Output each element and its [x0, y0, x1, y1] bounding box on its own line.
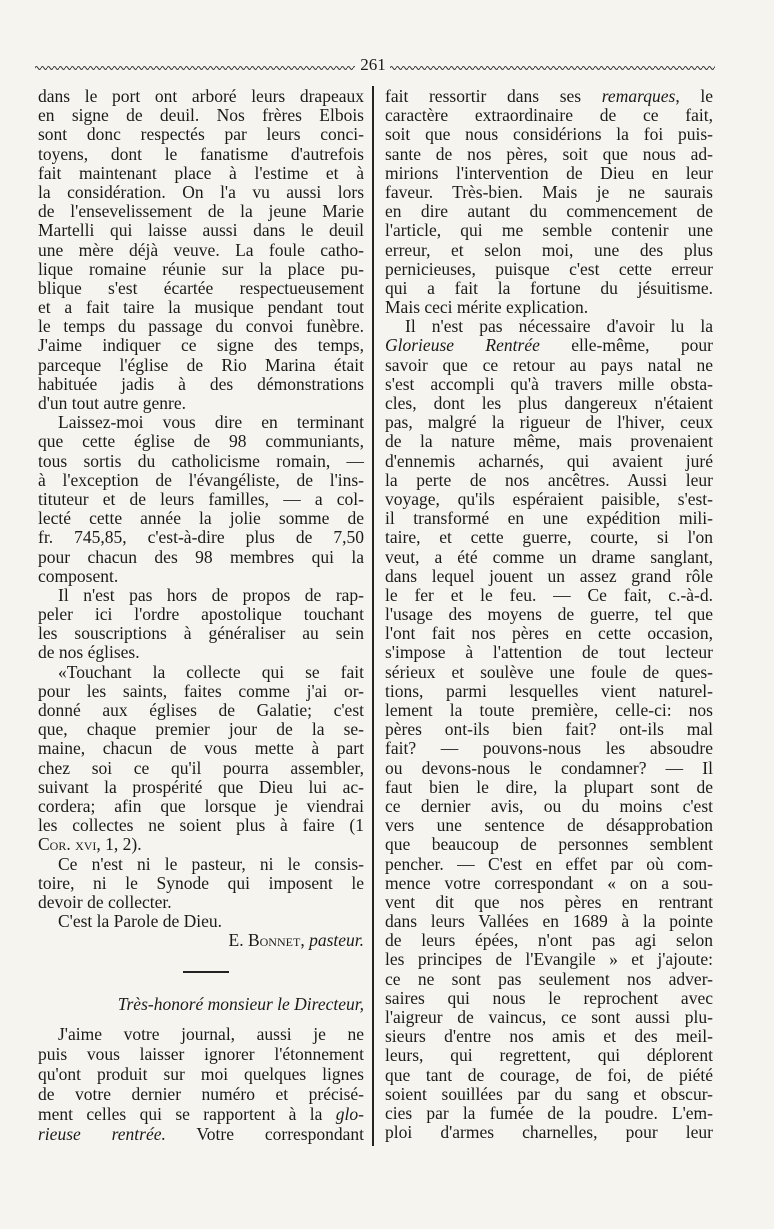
text-line: [385, 931, 713, 950]
paragraph: [38, 912, 364, 931]
text-segment: la perte de nos ancêtres. Aussi leur: [385, 469, 713, 490]
text-segment: l'aigreur de vaincus, ce sont aussi plu-: [385, 1007, 713, 1027]
text-segment: que beaucoup de personnes semblent: [385, 834, 713, 855]
italic-text: remarques: [601, 86, 676, 106]
text-segment: de la nature même, mais provenaient: [385, 431, 713, 452]
text-segment: peler ici l'ordre apostolique touchant: [38, 604, 364, 625]
text-line: [38, 528, 364, 547]
right-column: [385, 87, 713, 1142]
text-line: [385, 950, 713, 969]
text-segment: soit que nous considérions la foi puis-: [385, 124, 713, 145]
paragraph: [38, 931, 364, 950]
text-segment: que tant de courage, de foi, de piété: [385, 1064, 713, 1085]
text-segment: sante de nos pères, soit que nous ad-: [385, 143, 713, 164]
text-line: [38, 298, 364, 317]
text-segment: soient souillées par du sang et obscur-: [385, 1083, 713, 1104]
text-segment: une mère déjà veuve. La foule catho-: [38, 239, 364, 260]
text-line: [38, 336, 364, 355]
text-line: [38, 260, 364, 279]
text-segment: que, chaque premier jour de la se-: [38, 719, 364, 740]
text-segment: fait maintenant place à l'estime et à: [38, 162, 364, 183]
text-line: [38, 797, 364, 816]
text-line: [38, 720, 364, 739]
text-segment: fr. 745,85, c'est-à-dire plus de 7,50: [38, 527, 364, 548]
text-segment: qu'ont produit sur moi quelques lignes: [38, 1064, 364, 1084]
text-line: [38, 471, 364, 490]
text-segment: que cette église de 98 communiants,: [38, 431, 364, 452]
text-segment: et a fait taire la musique pendant tout: [38, 297, 364, 318]
text-segment: cles, dont les plus dangereux n'étaient: [385, 393, 713, 413]
text-segment: pernicieuses, puisque c'est cette erreur: [385, 258, 713, 279]
text-segment: en signe de deuil. Nos frères Elbois: [38, 105, 364, 126]
text-line: [385, 298, 713, 317]
text-segment: de leurs épées, n'ont pas agi selon: [385, 930, 713, 951]
text-segment: pour chacun des 98 membres qui la: [38, 546, 364, 567]
text-segment: l'usage des moyens de guerre, tel que: [385, 604, 713, 625]
text-line: [38, 893, 364, 912]
text-line: [385, 145, 713, 164]
text-segment: saires qui nous le reprochent avec: [385, 987, 713, 1008]
text-segment: pencher. — C'est en effet par où com-: [385, 853, 713, 874]
text-segment: le temps du passage du convoi funèbre.: [38, 316, 364, 337]
text-line: [385, 528, 713, 547]
text-segment: fait ressortir dans ses: [385, 86, 602, 106]
text-line: [385, 106, 713, 125]
text-segment: lecté cette année la jolie somme de: [38, 508, 364, 529]
text-line: [385, 1027, 713, 1046]
text-segment: ce ne sont pas seulement nos adver-: [385, 968, 713, 989]
paragraph: [385, 317, 713, 1142]
text-segment: Il n'est pas hors de propos de rap-: [58, 584, 364, 605]
text-line: [385, 432, 713, 451]
text-segment: les principes de l'Evangile » et j'ajoute:: [385, 949, 713, 970]
text-segment: blique s'est écartée respectueusement: [38, 277, 364, 298]
text-segment: d'ennemis acharnés, qui avaient juré: [385, 450, 713, 471]
text-line: [385, 759, 713, 778]
text-line: [38, 87, 364, 106]
text-segment: tions, parmi lesquelles vient naturel-: [385, 680, 713, 701]
text-segment: pères ont-ils bien fait? ont-ils mal: [385, 719, 713, 740]
text-segment: taire, et cette guerre, courte, si l'on: [385, 527, 713, 548]
text-segment: ce dernier avis, ou du moins c'est: [385, 795, 713, 816]
text-segment: tituteur et de leurs familles, — a col-: [38, 488, 364, 509]
text-line: [38, 663, 364, 682]
text-line: [385, 1085, 713, 1104]
text-line: [38, 202, 364, 221]
text-line: [385, 394, 713, 413]
paragraph: [38, 1024, 364, 1144]
text-line: [38, 125, 364, 144]
italic-text: glo-: [335, 1104, 364, 1124]
text-line: [385, 183, 713, 202]
text-line: [385, 912, 713, 931]
text-segment: à l'exception de l'évangéliste, de l'ins-: [38, 469, 364, 490]
text-line: [385, 720, 713, 739]
text-segment: le fer et le feu. — Ce fait, c.-à-d.: [385, 584, 713, 605]
text-segment: composent.: [38, 565, 119, 586]
text-segment: de votre dernier numéro et précisé-: [38, 1084, 364, 1104]
text-segment: faut bien le dire, la plupart sont de: [385, 776, 713, 797]
text-line: [38, 1084, 364, 1104]
text-line: [385, 336, 713, 355]
text-segment: mirions l'intervention de Dieu en leur: [385, 162, 713, 183]
italic-text: pasteur.: [309, 930, 364, 951]
header-rule-right: [390, 63, 715, 71]
text-segment: voyage, qu'ils espéraient paisible, s'est-: [385, 488, 713, 509]
text-line: [385, 1104, 713, 1123]
text-segment: , le: [675, 86, 713, 106]
text-line: [38, 183, 364, 202]
text-line: [38, 816, 364, 835]
text-line: [38, 164, 364, 183]
text-line: [385, 202, 713, 221]
text-segment: la considération. On l'a vu aussi lors: [38, 181, 364, 202]
text-segment: caractère extraordinaire de ce fait,: [385, 105, 713, 126]
section-separator: [183, 971, 229, 973]
small-caps-text: Cor. xvi: [38, 834, 97, 855]
text-segment: toire, ni le Synode qui imposent le: [38, 872, 364, 893]
text-segment: ploi d'armes charnelles, pour leur: [385, 1122, 713, 1143]
text-segment: Martelli qui laisse aussi dans le deuil: [38, 220, 364, 241]
text-segment: «Touchant la collecte qui se fait: [58, 661, 364, 682]
text-line: [38, 394, 364, 413]
text-segment: fait? — pouvons-nous les absoudre: [385, 738, 713, 759]
text-line: [38, 778, 364, 797]
text-segment: leurs, qui regrettent, qui déplorent: [385, 1045, 713, 1066]
text-line: [38, 145, 364, 164]
text-line: [38, 682, 364, 701]
text-segment: veut, a été comme un drame sanglant,: [385, 546, 713, 567]
page-number: 261: [360, 55, 386, 74]
text-segment: vent dit que nos pères en rentrant: [385, 891, 713, 912]
text-line: [385, 260, 713, 279]
text-line: [385, 835, 713, 854]
text-segment: J'aime indiquer ce signe des temps,: [38, 335, 364, 356]
paragraph: [385, 87, 713, 317]
text-segment: tous sortis du catholicisme romain, —: [38, 450, 364, 471]
text-segment: les collectes ne soient plus à faire (1: [38, 815, 364, 836]
text-line: [38, 1064, 364, 1084]
text-line: [38, 1104, 364, 1124]
text-segment: il transformé en une expédition mili-: [385, 508, 713, 529]
text-line: [38, 106, 364, 125]
text-segment: sont donc respectés par leurs conci-: [38, 124, 364, 145]
text-segment: habituée jadis à des démonstrations: [38, 373, 364, 394]
text-line: [38, 739, 364, 758]
text-line: [385, 164, 713, 183]
text-line: [38, 413, 364, 432]
text-line: [385, 778, 713, 797]
text-line: [38, 221, 364, 240]
paragraph: [38, 586, 364, 663]
text-line: [385, 816, 713, 835]
text-line: [38, 855, 364, 874]
text-segment: s'impose à l'attention de tout lecteur: [385, 642, 713, 663]
italic-text: rieuse rentrée.: [38, 1124, 166, 1144]
text-line: [38, 375, 364, 394]
text-line: [38, 548, 364, 567]
text-segment: d'un tout autre genre.: [38, 393, 186, 413]
text-segment: de l'ensevelissement de la jeune Marie: [38, 201, 364, 222]
text-segment: J'aime votre journal, aussi je ne: [58, 1024, 364, 1044]
text-line: [385, 643, 713, 662]
text-line: [385, 855, 713, 874]
text-line: [38, 317, 364, 336]
text-line: [385, 452, 713, 471]
text-line: [38, 279, 364, 298]
text-line: [385, 279, 713, 298]
text-segment: puis vous laisser ignorer l'étonnement: [38, 1044, 364, 1064]
text-segment: donné aux églises de Galatie; c'est: [38, 700, 364, 720]
text-line: [385, 125, 713, 144]
text-line: [38, 432, 364, 451]
text-line: [385, 1008, 713, 1027]
text-segment: savoir que ce retour au pays natal ne: [385, 354, 713, 375]
text-line: [385, 509, 713, 528]
paragraph: [38, 855, 364, 913]
text-line: [38, 874, 364, 893]
text-segment: elle-même, pour: [539, 335, 713, 356]
text-segment: chez soi ce qu'il pourra assembler,: [38, 757, 364, 778]
text-segment: ou devons-nous le condamner? — Il: [385, 757, 713, 778]
text-segment: toyens, dont le fanatisme d'autrefois: [38, 143, 364, 164]
text-line: [38, 241, 364, 260]
text-segment: Ce n'est ni le pasteur, ni le consis-: [58, 853, 364, 874]
text-line: [38, 643, 364, 662]
text-line: [38, 586, 364, 605]
text-line: [385, 548, 713, 567]
text-line: [385, 586, 713, 605]
text-line: [38, 931, 364, 950]
text-line: [385, 241, 713, 260]
text-line: [385, 989, 713, 1008]
text-line: [38, 490, 364, 509]
text-line: [38, 1124, 364, 1144]
text-segment: Il n'est pas nécessaire d'avoir lu la: [405, 316, 713, 337]
text-segment: dans leurs Vallées en 1689 à la pointe: [385, 911, 713, 932]
text-segment: lement la toute première, celle-ci: nos: [385, 700, 713, 720]
text-line: [385, 317, 713, 336]
text-line: [385, 605, 713, 624]
text-line: [385, 701, 713, 720]
text-segment: de nos églises.: [38, 642, 140, 663]
small-caps-text: E. Bonnet: [228, 930, 301, 951]
text-line: [385, 682, 713, 701]
text-segment: qui a fait la fortune du jésuitisme.: [385, 277, 713, 298]
text-segment: l'ont fait nos pères en cette occasion,: [385, 623, 713, 644]
text-line: [385, 413, 713, 432]
text-segment: pour les saints, faites comme j'ai or-: [38, 680, 364, 701]
italic-text: Glorieuse Rentrée: [385, 335, 540, 356]
text-line: [385, 624, 713, 643]
text-line: [385, 356, 713, 375]
text-line: [385, 663, 713, 682]
text-segment: sérieux et soulève une foule de ques-: [385, 661, 713, 682]
text-line: [385, 490, 713, 509]
text-segment: mence votre correspondant « on a sou-: [385, 872, 713, 893]
text-segment: l'article, qui me semble contenir une: [385, 220, 713, 241]
text-segment: Mais ceci mérite explication.: [385, 297, 589, 318]
text-segment: erreur, et selon moi, une des plus: [385, 239, 713, 260]
left-column: [38, 87, 364, 950]
text-line: [385, 375, 713, 394]
text-segment: suivant la prospérité que Dieu lui ac-: [38, 776, 364, 797]
text-line: [385, 567, 713, 586]
text-line: [38, 567, 364, 586]
paragraph: [38, 413, 364, 586]
text-line: [38, 759, 364, 778]
text-segment: dans le port ont arboré leurs drapeaux: [38, 86, 364, 106]
text-segment: les souscriptions à généraliser au sein: [38, 623, 364, 644]
text-line: [38, 605, 364, 624]
text-line: [38, 624, 364, 643]
text-line: [38, 835, 364, 854]
text-segment: ,: [300, 930, 310, 951]
text-line: [38, 1024, 364, 1044]
header-rule-left: [35, 63, 355, 71]
text-line: [385, 221, 713, 240]
text-line: [385, 1066, 713, 1085]
text-line: [38, 701, 364, 720]
text-line: [385, 874, 713, 893]
text-segment: cies par la fumée de la poudre. L'em-: [385, 1102, 713, 1123]
text-segment: Votre correspondant: [165, 1124, 365, 1144]
text-line: [385, 739, 713, 758]
text-segment: pas, malgré la rigueur de l'hiver, ceux: [385, 412, 713, 433]
text-line: [385, 893, 713, 912]
text-segment: lique romaine réunie sur la place pu-: [38, 258, 364, 279]
text-segment: Laissez-moi vous dire en terminant: [58, 412, 364, 433]
text-line: [385, 1123, 713, 1142]
text-line: [38, 356, 364, 375]
text-segment: , 1, 2).: [96, 834, 142, 855]
column-divider: [372, 86, 374, 1146]
text-line: [385, 970, 713, 989]
text-segment: devoir de collecter.: [38, 891, 172, 912]
letter-body: [38, 1024, 364, 1144]
text-segment: sieurs d'entre nos amis et des meil-: [385, 1026, 713, 1047]
text-segment: C'est la Parole de Dieu.: [58, 911, 223, 932]
text-line: [385, 797, 713, 816]
paragraph: [38, 663, 364, 855]
text-segment: cordera; afin que lorsque je viendrai: [38, 795, 364, 816]
text-line: [38, 509, 364, 528]
text-line: [385, 1046, 713, 1065]
text-segment: parceque l'église de Rio Marina était: [38, 354, 364, 375]
letter-salutation: Très-honoré monsieur le Directeur,: [117, 994, 364, 1014]
text-segment: dans lequel jouent un assez grand rôle: [385, 565, 713, 586]
text-line: [38, 1044, 364, 1064]
text-segment: en dire autant du commencement de: [385, 201, 713, 222]
text-line: [38, 912, 364, 931]
text-segment: faveur. Très-bien. Mais je ne saurais: [385, 181, 713, 202]
text-segment: s'est accompli qu'à travers mille obsta-: [385, 373, 713, 394]
text-line: [38, 452, 364, 471]
text-line: [385, 87, 713, 106]
paragraph: [38, 87, 364, 413]
text-segment: ment celles qui se rapportent à la: [38, 1104, 336, 1124]
text-line: [385, 471, 713, 490]
text-segment: vers une sentence de désapprobation: [385, 815, 713, 836]
text-segment: maine, chacun de vous mette à part: [38, 738, 364, 759]
